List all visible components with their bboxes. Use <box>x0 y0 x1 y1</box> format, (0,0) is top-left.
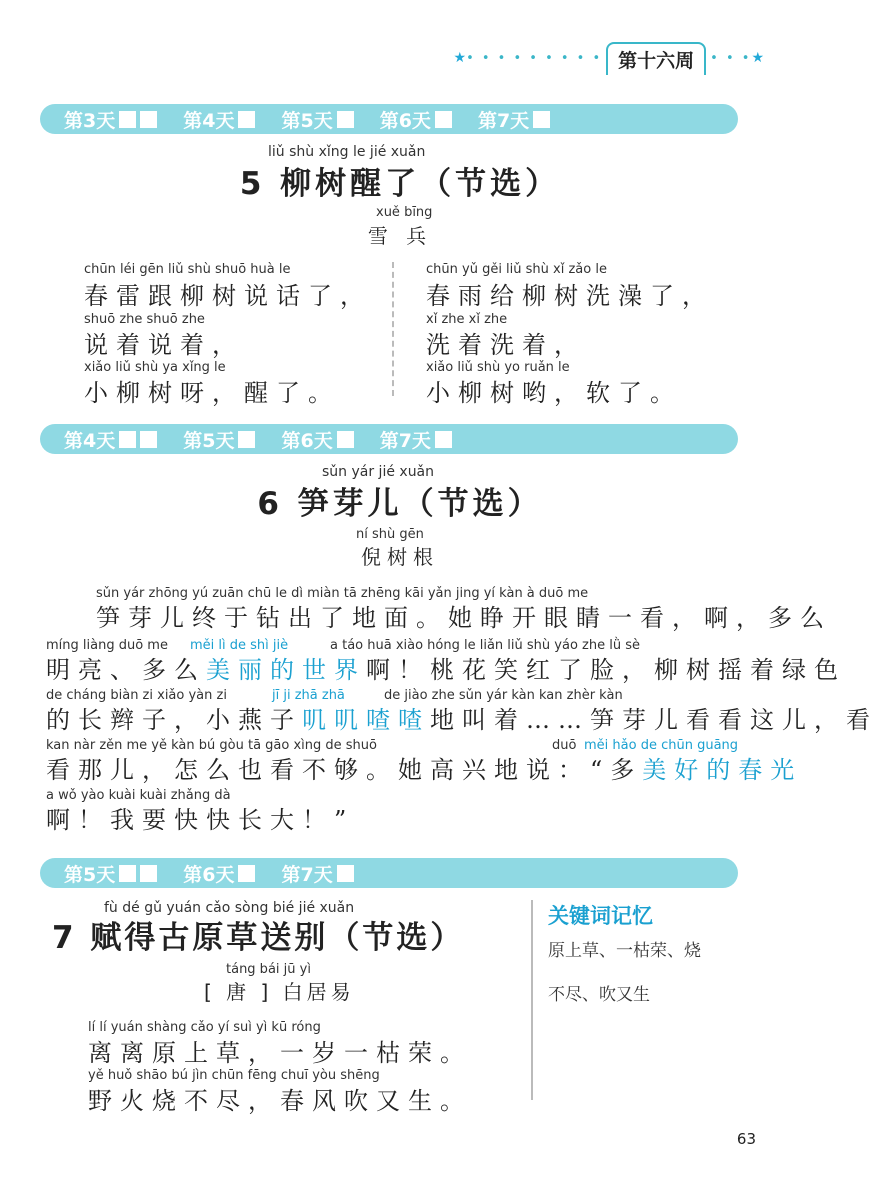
day-checkbox[interactable]: 第7天 <box>281 860 353 887</box>
week-label: 第十六周 <box>606 42 706 75</box>
poem-title: 5 柳树醒了（节选） <box>239 166 561 202</box>
poem-line: 小柳树哟，软了。 <box>426 379 682 407</box>
author-pinyin: ní shù gēn <box>356 527 424 542</box>
poem-line: 洗着洗着， <box>426 331 586 359</box>
day-bar-2 <box>40 424 738 454</box>
day-checkbox[interactable]: 第3天 <box>64 106 157 133</box>
title-pinyin: liǔ shù xǐng le jié xuǎn <box>268 144 426 160</box>
poem-line: 离离原上草，一岁一枯荣。 <box>88 1039 472 1067</box>
line-pinyin: xiǎo liǔ shù yo ruǎn le <box>426 360 570 375</box>
column-divider <box>392 262 394 396</box>
author-name: [ 唐 ] 白居易 <box>204 980 355 1004</box>
line-pinyin: de jiào zhe sǔn yár kàn kan zhèr kàn <box>384 688 623 703</box>
line-pinyin-highlight: měi lì de shì jiè <box>190 638 289 653</box>
page-number: 63 <box>736 1130 756 1148</box>
author-pinyin: xuě bīng <box>376 205 433 220</box>
story-line: 笋芽儿终于钻出了地面。她睁开眼睛一看，啊，多么 <box>96 604 832 632</box>
poem-line: 野火烧不尽，春风吹又生。 <box>88 1087 472 1115</box>
line-pinyin: xǐ zhe xǐ zhe <box>426 312 508 327</box>
day-checkbox[interactable]: 第5天 <box>64 860 157 887</box>
star-icon: ★ <box>453 50 467 66</box>
line-pinyin: lí lí yuán shàng cǎo yí suì yì kū róng <box>88 1020 321 1035</box>
line-pinyin: yě huǒ shāo bú jìn chūn fēng chuī yòu shēng <box>88 1068 380 1083</box>
day-bar-3 <box>40 858 738 888</box>
day-bar-1 <box>40 104 738 134</box>
author-name: 倪树根 <box>361 545 439 569</box>
line-pinyin: xiǎo liǔ shù ya xǐng le <box>84 360 226 375</box>
poem-line: 说着说着， <box>84 331 244 359</box>
line-pinyin: sǔn yár zhōng yú zuān chū le dì miàn tā zhēng kāi yǎn jing yí kàn à duō me <box>96 586 589 601</box>
title-pinyin: sǔn yár jié xuǎn <box>322 464 435 480</box>
day-checkbox[interactable]: 第7天 <box>380 426 452 453</box>
title-pinyin: fù dé gǔ yuán cǎo sòng bié jié xuǎn <box>104 900 355 916</box>
day-checkbox[interactable]: 第4天 <box>64 426 157 453</box>
author-pinyin: táng bái jū yì <box>226 962 311 977</box>
story-line: 明亮、多么美丽的世界啊！桃花笑红了脸，柳树摇着绿色 <box>46 656 846 684</box>
story-title: 6 笋芽儿（节选） <box>257 486 543 522</box>
keyword-title: 关键词记忆 <box>548 904 653 928</box>
keyword-text: 原上草、一枯荣、烧 <box>548 941 701 961</box>
day-checkbox[interactable]: 第6天 <box>183 860 255 887</box>
dots-decoration: • • • <box>710 50 752 66</box>
line-pinyin: míng liàng duō me <box>46 638 168 653</box>
line-pinyin-highlight: měi hǎo de chūn guāng <box>584 738 739 753</box>
day-checkbox[interactable]: 第6天 <box>281 426 353 453</box>
story-line: 的长辫子，小燕子叽叽喳喳地叫着……笋芽儿看看这儿，看 <box>46 706 878 734</box>
line-pinyin: chūn léi gēn liǔ shù shuō huà le <box>84 262 291 277</box>
poem-title: 7 赋得古原草送别（节选） <box>52 920 465 956</box>
line-pinyin: kan nàr zěn me yě kàn bú gòu tā gāo xìng de shuō <box>46 738 377 753</box>
dots-decoration: • • • • • • • • • <box>466 50 603 66</box>
line-pinyin: duō <box>552 738 577 753</box>
poem-line: 春雨给柳树洗澡了， <box>426 282 714 310</box>
author-name: 雪 兵 <box>367 224 433 248</box>
side-divider <box>531 900 533 1100</box>
line-pinyin: shuō zhe shuō zhe <box>84 312 205 327</box>
line-pinyin: de cháng biàn zi xiǎo yàn zi <box>46 688 227 703</box>
day-checkbox[interactable]: 第5天 <box>281 106 353 133</box>
line-pinyin-highlight: jī ji zhā zhā <box>272 688 345 703</box>
line-pinyin: a wǒ yào kuài kuài zhǎng dà <box>46 788 231 803</box>
story-line: 啊！我要快快长大！” <box>46 806 355 834</box>
line-pinyin: a táo huā xiào hóng le liǎn liǔ shù yáo zhe lǜ sè <box>330 638 640 653</box>
poem-line: 春雷跟柳树说话了， <box>84 282 372 310</box>
day-checkbox[interactable]: 第5天 <box>183 426 255 453</box>
day-checkbox[interactable]: 第6天 <box>380 106 452 133</box>
day-checkbox[interactable]: 第4天 <box>183 106 255 133</box>
week-header <box>454 40 765 76</box>
story-line: 看那儿，怎么也看不够。她高兴地说：“多美好的春光 <box>46 756 803 784</box>
poem-line: 小柳树呀，醒了。 <box>84 379 340 407</box>
star-icon: ★ <box>751 50 764 66</box>
keyword-text: 不尽、吹又生 <box>548 985 650 1005</box>
day-checkbox[interactable]: 第7天 <box>478 106 550 133</box>
line-pinyin: chūn yǔ gěi liǔ shù xǐ zǎo le <box>426 262 607 277</box>
